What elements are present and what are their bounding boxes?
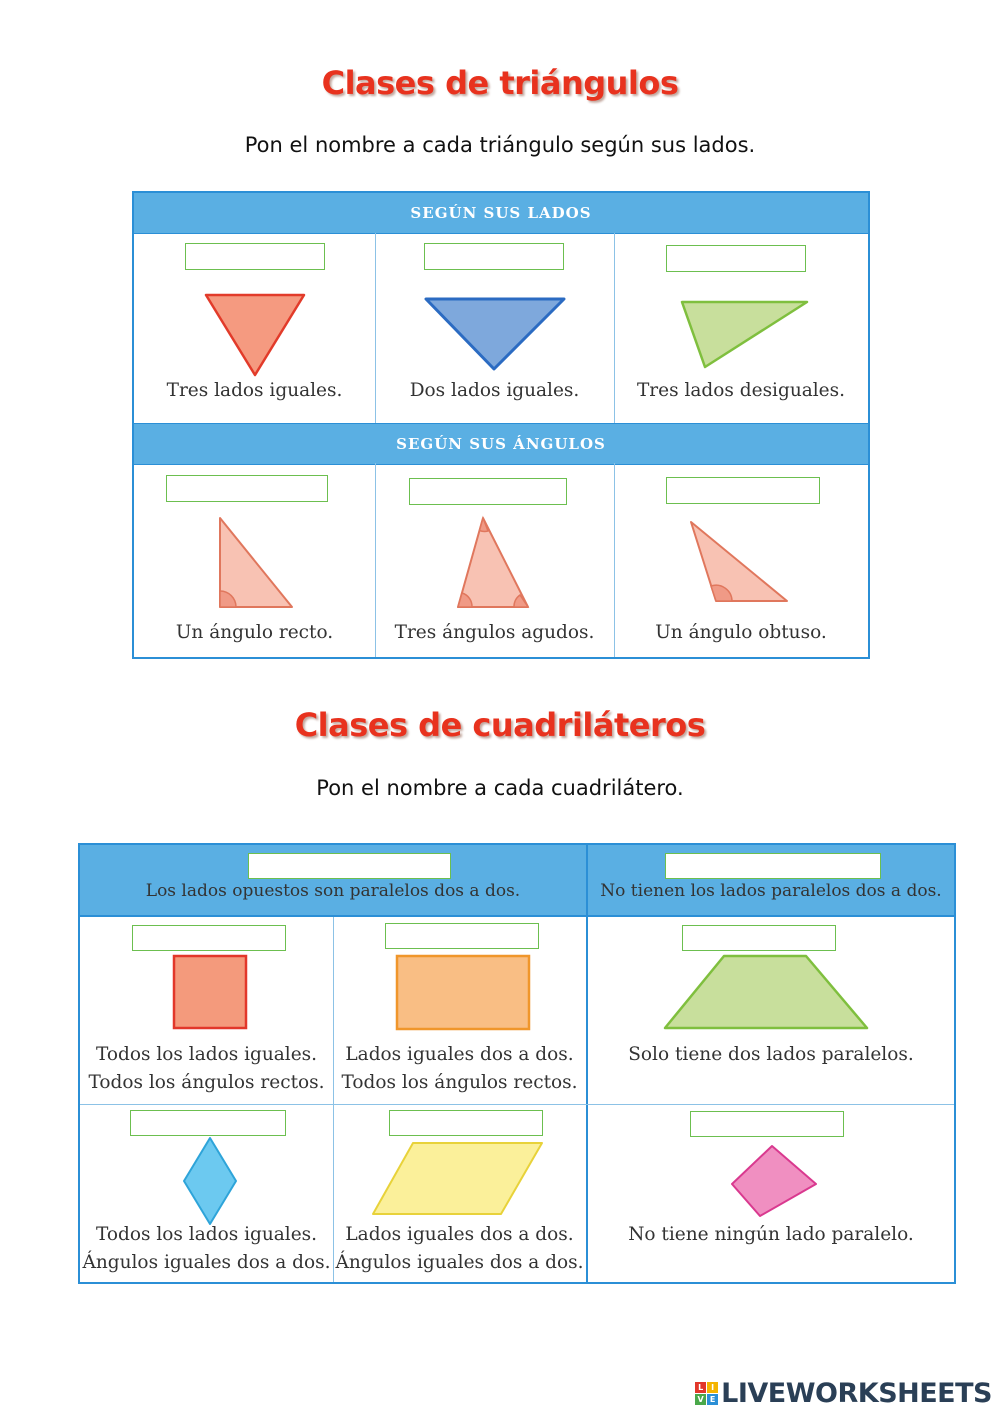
angles-cell-obtuse (614, 463, 868, 657)
logo-text: LIVEWORKSHEETS (721, 1378, 992, 1409)
answer-box-scalene[interactable] (666, 245, 806, 272)
quad-cell-rectangle (333, 917, 586, 1104)
answer-box-trapezoid-irregular[interactable] (690, 1111, 844, 1137)
caption-scalene: Tres lados desiguales. (636, 380, 846, 401)
caption-square-1: Todos los lados iguales. (95, 1044, 318, 1065)
caption-acute: Tres ángulos agudos. (394, 622, 595, 643)
triangles-table (132, 191, 870, 659)
square-icon (172, 954, 248, 1030)
answer-box-right[interactable] (166, 475, 328, 502)
parallelogram-icon (371, 1141, 545, 1217)
quad-cell-rhombus (80, 1105, 333, 1282)
caption-rectangle-2: Todos los ángulos rectos. (341, 1072, 578, 1093)
trapezoid-irregular-icon (730, 1144, 820, 1220)
answer-box-obtuse[interactable] (666, 477, 820, 504)
logo-letter: V (695, 1394, 706, 1405)
band-angles: SEGÚN SUS ÁNGULOS (134, 423, 868, 465)
answer-box-square[interactable] (132, 925, 286, 951)
rectangle-icon (395, 954, 531, 1031)
quads-instruction: Pon el nombre a cada cuadrilátero. (316, 776, 684, 800)
quads-title: Clases de cuadriláteros (294, 706, 706, 744)
band-sides: SEGÚN SUS LADOS (134, 193, 868, 234)
right-triangle-icon (216, 515, 296, 610)
quads-table (78, 843, 956, 1284)
scalene-triangle-icon (680, 300, 810, 370)
caption-rectangle-1: Lados iguales dos a dos. (345, 1044, 574, 1065)
answer-box-acute[interactable] (409, 478, 567, 505)
header-non-parallelograms: No tienen los lados paralelos dos a dos. (600, 881, 942, 901)
caption-parallelogram-1: Lados iguales dos a dos. (345, 1224, 574, 1245)
answer-box-trapezoid[interactable] (682, 925, 836, 951)
quad-cell-parallelogram (333, 1105, 586, 1282)
answer-box-rectangle[interactable] (385, 923, 539, 949)
liveworksheets-logo (695, 1378, 992, 1409)
caption-rhombus-2: Ángulos iguales dos a dos. (82, 1252, 331, 1273)
caption-square-2: Todos los ángulos rectos. (88, 1072, 325, 1093)
caption-right: Un ángulo recto. (175, 622, 334, 643)
rhombus-icon (182, 1136, 238, 1226)
sides-cell-scalene (614, 233, 868, 423)
sides-cell-equilateral (134, 233, 375, 423)
angles-cell-right (134, 463, 375, 657)
caption-obtuse: Un ángulo obtuso. (655, 622, 827, 643)
caption-rhombus-1: Todos los lados iguales. (95, 1224, 318, 1245)
sides-cell-isosceles (375, 233, 614, 423)
logo-letter: L (695, 1382, 706, 1393)
obtuse-triangle-icon (688, 519, 790, 603)
equilateral-triangle-icon (204, 293, 306, 379)
answer-box-non-parallelograms[interactable] (665, 853, 881, 879)
quad-cell-trapezoid (588, 917, 954, 1104)
answer-box-isosceles[interactable] (424, 243, 564, 270)
quad-cell-trapezoid-irregular (588, 1105, 954, 1282)
caption-trapezoid: Solo tiene dos lados paralelos. (628, 1044, 914, 1065)
angles-cell-acute (375, 463, 614, 657)
caption-parallelogram-2: Ángulos iguales dos a dos. (335, 1252, 584, 1273)
answer-box-equilateral[interactable] (185, 243, 325, 270)
header-parallelograms: Los lados opuestos son paralelos dos a dos. (145, 881, 521, 901)
triangles-instruction: Pon el nombre a cada triángulo según sus lados. (244, 133, 756, 157)
logo-letter: E (707, 1394, 718, 1405)
logo-mark-icon (695, 1382, 718, 1405)
trapezoid-icon (662, 954, 870, 1031)
caption-equilateral: Tres lados iguales. (166, 380, 343, 401)
triangles-title: Clases de triángulos (321, 64, 679, 102)
answer-box-rhombus[interactable] (130, 1110, 286, 1136)
isosceles-triangle-icon (424, 297, 566, 371)
answer-box-parallelogram[interactable] (389, 1110, 543, 1136)
logo-letter: I (707, 1382, 718, 1393)
answer-box-parallelograms[interactable] (248, 853, 451, 879)
acute-triangle-icon (455, 515, 531, 610)
caption-isosceles: Dos lados iguales. (409, 380, 580, 401)
caption-trapezoid-irregular: No tiene ningún lado paralelo. (628, 1224, 914, 1245)
quad-cell-square (80, 917, 333, 1104)
